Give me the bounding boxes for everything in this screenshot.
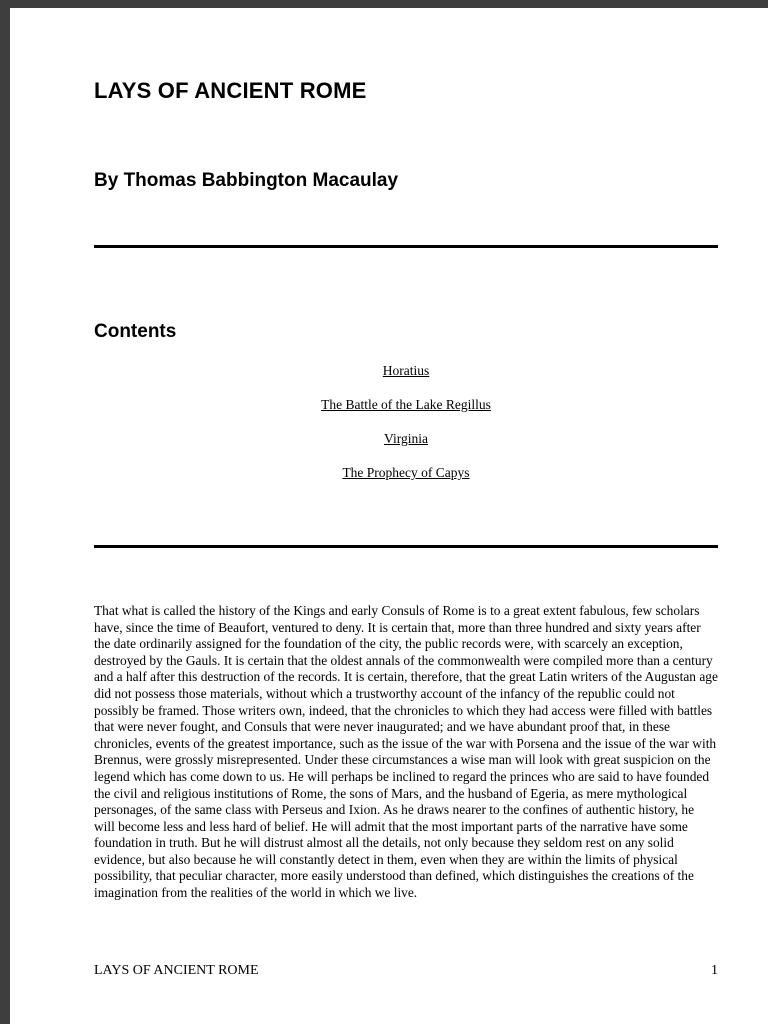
divider-top — [94, 245, 718, 248]
contents-link-virginia[interactable]: Virginia — [384, 430, 428, 446]
page-footer — [94, 963, 718, 979]
contents-link-prophecy-of-capys[interactable]: The Prophecy of Capys — [342, 464, 470, 480]
contents-heading: Contents — [94, 321, 177, 343]
document-author: By Thomas Babbington Macaulay — [94, 170, 399, 192]
preface-paragraph: That what is called the history of the Kings and early Consuls of Rome is to a great extent fabulous, few scholars have, since the time of Beaufort, ventured to deny. It is certain that, more than three hundred and sixty years after the date ordinarily assigned for the foundation of the city, the public records were, with scarcely an exception, destroyed by the Gauls. It is certain that the oldest annals of the commonwealth were compiled more than a century and a half after this destruction of the records. It is certain, therefore, that the great Latin writers of the Augustan age did not possess those materials, without which a trustworthy account of the infancy of the republic could not possibly be framed. Those writers own, indeed, that the chronicles to which they had access were filled with battles that were never fought, and Consuls that were never inaugurated; and we have abundant proof that, in these chronicles, events of the greatest importance, such as the issue of the war with Porsena and the issue of the war with Brennus, were grossly misrepresented. Under these circumstances a wise man will look with great suspicion on the legend which has come down to us. He will perhaps be inclined to regard the princes who are said to have founded the civil and religious institutions of Rome, the sons of Mars, and the husband of Egeria, as mere mythological personages, of the same class with Perseus and Ixion. As he draws nearer to the confines of authentic history, he will become less and less hard of belief. He will admit that the most important parts of the narrative have some foundation in truth. But he will distrust almost all the details, not only because they seldom rest on any solid evidence, but also because he will constantly detect in them, even when they are within the limits of physical possibility, that peculiar character, more easily understood than defined, which distinguishes the creations of the imagination from the realities of the world in which we live. — [94, 602, 718, 901]
divider-bottom — [94, 545, 718, 548]
document-title: LAYS OF ANCIENT ROME — [94, 78, 367, 103]
contents-link-battle-of-lake-regillus[interactable]: The Battle of the Lake Regillus — [321, 396, 491, 412]
footer-page-number: 1 — [711, 963, 718, 978]
document-page — [10, 8, 768, 1024]
contents-list — [94, 363, 718, 481]
footer-title: LAYS OF ANCIENT ROME — [94, 963, 259, 978]
contents-link-horatius[interactable]: Horatius — [382, 362, 430, 378]
